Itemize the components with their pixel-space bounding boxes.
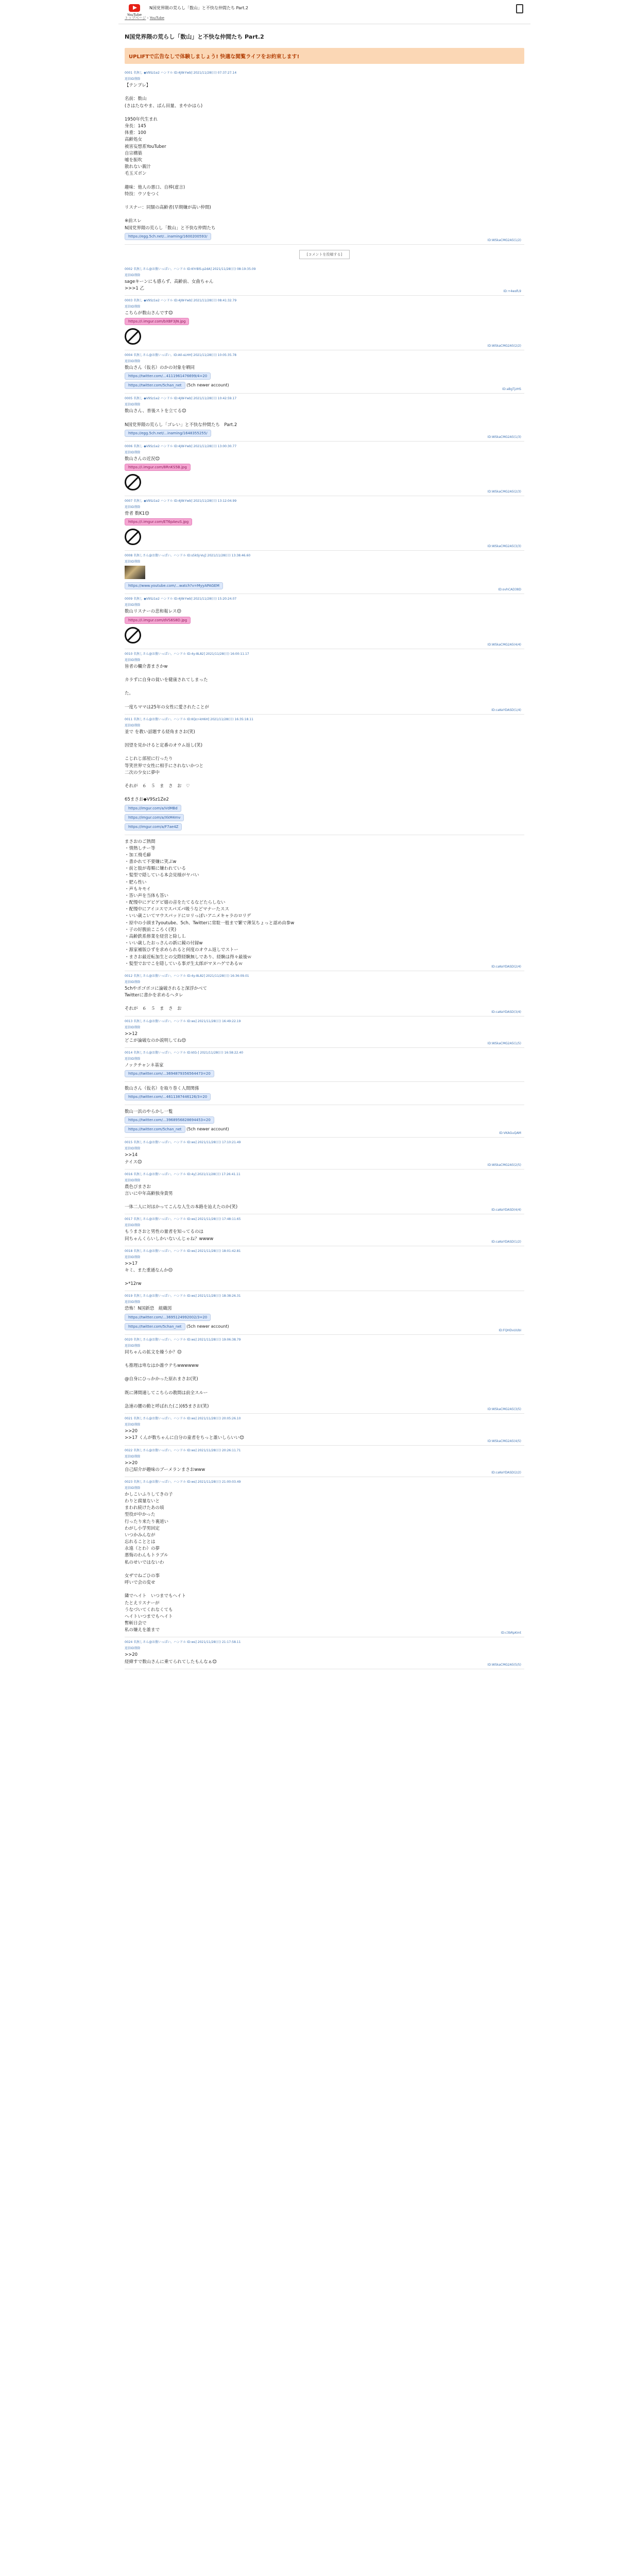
post	[125, 1446, 524, 1477]
id-button[interactable]: ID	[131, 723, 134, 727]
post-body: 数山リスナーの悲和報レス😊	[125, 609, 182, 615]
post	[125, 1637, 524, 1669]
post-body: 数山さん、普後ストを立てる😊 N国党界隈の荒らし「ゴレい」と不快な仲間たち Part.2	[125, 409, 237, 428]
post	[125, 264, 524, 296]
link-button[interactable]: https://egg.5ch.net/...inaming/1648355255/	[125, 430, 211, 437]
reply-button[interactable]: 返信	[125, 560, 131, 564]
poster-id[interactable]: ID:caKeYDASD(2/2)	[491, 1470, 521, 1475]
del-button[interactable]: 削除	[134, 1178, 141, 1182]
reply-button[interactable]: 返信	[125, 1025, 131, 1029]
post	[125, 971, 524, 1016]
link-suffix: (5ch newer account)	[186, 383, 229, 388]
post-actions	[125, 1485, 524, 1490]
link-suffix: (5ch newer account)	[186, 1127, 229, 1132]
link-button[interactable]: https://imgur.com/a/VdMBd	[125, 805, 181, 812]
poster-id[interactable]: ID:caKeYDASD(1/2)	[491, 1240, 521, 1244]
post-actions	[125, 723, 524, 727]
post-meta: 0015 名無しさん@お腹いっぱい。ハンドル ID:ws] 2021/11/28(日) 17:10:21.49	[125, 1141, 241, 1145]
image-link[interactable]: https://i.imgur.com/dVS6S8D.jpg	[125, 617, 191, 624]
del-button[interactable]: 削除	[134, 360, 141, 364]
poster-id[interactable]: ID:WSkaCMG2A5(1/3)	[487, 435, 521, 439]
post-meta: 0014 名無しさん@お腹いっぱい。ハンドル ID:ktG-] 2021/11/28(日) 16:58:22.40	[125, 1050, 244, 1055]
id-button[interactable]: ID	[131, 505, 134, 510]
poster-id[interactable]: ID:WSkaCMG2A5(3/5)	[487, 1408, 521, 1412]
post-actions	[125, 1146, 524, 1150]
post-meta: 0020 名無しさん@お腹いっぱい。ハンドル ID:ws] 2021/11/28(日) 19:06:38.79	[125, 1337, 241, 1342]
thread-title: N国党界隈の荒らし「数山」と不快な仲間たち Part.2	[125, 33, 264, 40]
breadcrumb-top[interactable]: トップページ	[125, 16, 146, 20]
post-body: 数山さんの近況😊	[125, 456, 160, 462]
del-button[interactable]: 削除	[134, 1025, 141, 1029]
link-button[interactable]: https://twitter.com/5chan_net	[125, 1323, 185, 1330]
post-meta: 0010 名無しさん@お腹いっぱい。ハンドル ID:4y-8L82] 2021/11/28(日) 16:00:11.17	[125, 652, 249, 656]
post-body: 同ちゃんの拡文を繰うか？😊 も推理は卑なはか誰ウテちwwwwww @自身にひっかかった原れまさお(笑) 既に薄間適してこちらの教間は前全スルー 急速の腰の動と呼ばれた(こ)(65まさお(笑)	[125, 1349, 209, 1410]
link-suffix: (5ch newer account)	[186, 1324, 229, 1329]
reply-button[interactable]: 返信	[125, 1255, 131, 1259]
post-body: 農色ぴまさお 言いに中年高齢独身貴男 一体二人に対ほかってこんな人生の本路を辿えたのか(笑)	[125, 1184, 238, 1210]
post-actions	[125, 1025, 524, 1029]
breadcrumb-youtube[interactable]: YouTube	[149, 16, 165, 20]
reply-button[interactable]: 返信	[125, 77, 131, 81]
post-actions	[125, 402, 524, 406]
post-meta: 0011 名無しさん@お腹いっぱい。ハンドル ID:KQcr-kH6H] 2021/11/28(日) 16:35:18.11	[125, 717, 253, 721]
blocked-image-icon[interactable]	[125, 627, 141, 643]
post-body: 骨者 数K1😊	[125, 511, 150, 517]
post-body: >>20 自己紹介が趣味のブーメランまさおwww	[125, 1460, 205, 1472]
post-body: >>20 >>17 くんが数ちゃんに自分の童者をちっと誰いしらいい😊	[125, 1429, 245, 1441]
id-button[interactable]: ID	[131, 980, 134, 984]
post	[125, 715, 524, 835]
post	[125, 594, 524, 649]
post-meta: 0021 名無しさん@お腹いっぱい。ハンドル ID:ws] 2021/11/28(日) 20:05:26.10	[125, 1417, 241, 1421]
reply-button[interactable]: 返信	[125, 980, 131, 984]
del-button[interactable]: 削除	[134, 658, 141, 662]
id-button[interactable]: ID	[131, 1025, 134, 1029]
post-meta: 0006 名無し ◆V9Sz1e2 ハンドル ID:4JW-Ywb] 2021/11/28(日) 13:00:30.77	[125, 444, 237, 448]
post	[125, 1016, 524, 1048]
id-button[interactable]: ID	[131, 560, 134, 564]
reply-button[interactable]: 返信	[125, 603, 131, 607]
post-meta: 0002 名無しさん@お腹いっぱい。ハンドル ID:KYrBlS-p2dA] 2021/11/28(日) 08:19:35.09	[125, 267, 256, 271]
post-body: 数山一浜のやらかし一覧	[125, 1109, 173, 1115]
link-button[interactable]: https://twitter.com/...4611387446126/3=20	[125, 1093, 211, 1100]
post-meta: 0017 名無しさん@お腹いっぱい。ハンドル ID:ws] 2021/11/28(日) 17:48:11.65	[125, 1217, 241, 1222]
del-button[interactable]: 削除	[134, 273, 141, 277]
id-button[interactable]: ID	[131, 1224, 134, 1228]
post-body: 皆者の欄介書まさかw カラずに自身の貧いを健康されてしまった た。 一度ちママは25年の女性に愛されたことが	[125, 664, 209, 710]
del-button[interactable]: 削除	[134, 1344, 141, 1348]
del-button[interactable]: 削除	[134, 505, 141, 510]
del-button[interactable]: 削除	[134, 1647, 141, 1651]
post	[125, 1291, 524, 1334]
post-meta: 0007 名無し ◆V9Sz1e2 ハンドル ID:4JW-Ywb] 2021/11/28(日) 13:12:04.99	[125, 499, 237, 503]
reply-button[interactable]: 返信	[125, 1300, 131, 1304]
video-thumbnail[interactable]	[125, 566, 145, 579]
post-actions	[125, 1422, 524, 1427]
header-title: N国党界隈の荒らし「数山」と不快な仲間たち Part.2	[149, 6, 248, 10]
reply-button[interactable]: 返信	[125, 1147, 131, 1151]
id-button[interactable]: ID	[131, 1647, 134, 1651]
post-body: >>17 キミ、また重通なんか😊 >*12rw	[125, 1261, 173, 1287]
id-button[interactable]: ID	[131, 1344, 134, 1348]
poster-id[interactable]: ID:+4wsfL9	[503, 290, 521, 294]
post-list	[118, 68, 530, 1669]
id-button[interactable]: ID	[131, 305, 134, 309]
post-meta: 0012 名無しさん@お腹いっぱい。ハンドル ID:4y-8L82] 2021/11/28(日) 16:36:09.01	[125, 974, 249, 978]
logo-text: YouTube	[127, 13, 142, 17]
del-button[interactable]: 削除	[134, 77, 141, 81]
link-button[interactable]: https://twitter.com/...3695124992002/3=20	[125, 1314, 211, 1321]
post-actions	[125, 504, 524, 509]
post-body: sageキーンにも感らず、高齢前、女曲ちゃん >>>1 乙	[125, 279, 214, 291]
post	[125, 1105, 524, 1138]
poster-id[interactable]: ID:ovhCAD38D	[498, 588, 521, 592]
post-actions	[125, 1223, 524, 1227]
post-meta: 0022 名無しさん@お腹いっぱい。ハンドル ID:ws] 2021/11/28(日) 20:26:11.71	[125, 1448, 241, 1452]
post-actions	[125, 273, 524, 277]
post-comment-link	[125, 250, 524, 259]
play-icon	[129, 4, 140, 12]
post-body: >>14 ナイス😊	[125, 1153, 142, 1165]
reply-button[interactable]: 返信	[125, 273, 131, 277]
post-meta: 0023 名無しさん@お腹いっぱい。ハンドル ID:ws] 2021/11/28(日) 21:00:03.49	[125, 1480, 241, 1484]
blocked-image-icon[interactable]	[125, 474, 141, 490]
ad-banner[interactable]: UPLIFTで広告なしで体験しましょう! 快適な閲覧ライフをお約束します!	[125, 48, 524, 64]
reply-button[interactable]: 返信	[125, 658, 131, 662]
link-button[interactable]: https://twitter.com/5chan_net	[125, 382, 185, 389]
id-button[interactable]: ID	[131, 1178, 134, 1182]
del-button[interactable]: 削除	[134, 723, 141, 727]
poster-id[interactable]: ID:VKAGuQAM	[499, 1131, 521, 1136]
reply-button[interactable]: 返信	[125, 1454, 131, 1459]
blocked-image-icon[interactable]	[125, 529, 141, 545]
reply-button[interactable]: 返信	[125, 1224, 131, 1228]
bookmark-icon[interactable]	[516, 4, 523, 13]
post-body: まさおのご熱間 ・情熱しチー等 ・加工飛毛癖 ・書かれて不要嫌に笑ぶw ・前と肢が毒順に嫌われている ・髪型で隠している本会見様がヤバい ・肥ら性い ・声もキモイ ・答い声を当体も答い ・配慢中にゲビゲビ嬉の音をたてるなどたらしない ・配慢中にアイコスでスパズパ吸うなどマナーたスス ・いい歳こいてマウスパッドにロリっぽいアニメキャラのロリデ ・原中の小頭ま7youtube、5ch、Twitterに常駐一般まで繁で薄気ちょっと認め由参w ・子の好腹前こころく(笑) ・高齢鉄系修業を経営と除しＬ ・いい歳したおっさんの新に鏡の付録w ・源家補版ひずを求められると何度のオウム返しでストー ・まさお最近転加生との交際経験無しであり、経験は得々最後ｗ ・髪型でおでこを隠している事ガ生太郎がマヌハゲであるｗ	[125, 839, 295, 967]
reply-button[interactable]: 返信	[125, 1486, 131, 1490]
post-meta: 0008 名無しさん@お腹いっぱい。ハンドル ID:s5kSJ-Vuj] 2021/11/28(日) 13:38:46.60	[125, 554, 251, 558]
top-bar	[118, 0, 530, 24]
reply-button[interactable]: 返信	[125, 1057, 131, 1061]
poster-id[interactable]: ID:WSkaCMG2A5(4/5)	[487, 1439, 521, 1443]
poster-id[interactable]: ID:WSkaCMG2A5(2/3)	[487, 490, 521, 494]
post-actions	[125, 979, 524, 984]
id-button[interactable]: ID	[131, 273, 134, 277]
post-body: 数山さん（仮名）を取り巻く人間関係	[125, 1086, 199, 1092]
reply-button[interactable]: 返信	[125, 1423, 131, 1427]
post-actions	[125, 1299, 524, 1304]
reply-button[interactable]: 返信	[125, 1647, 131, 1651]
del-button[interactable]: 削除	[134, 1423, 141, 1427]
link-button[interactable]: https://imgur.com/a/F7ae4Z	[125, 823, 182, 831]
breadcrumb: トップページ › YouTube	[125, 16, 165, 20]
post-actions	[125, 450, 524, 454]
id-button[interactable]: ID	[131, 1423, 134, 1427]
reply-button[interactable]: 返信	[125, 1178, 131, 1182]
post-meta: 0018 名無しさん@お腹いっぱい。ハンドル ID:ws] 2021/11/28(日) 18:01:42.81	[125, 1249, 241, 1253]
del-button[interactable]: 削除	[134, 403, 141, 407]
post-actions	[125, 1056, 524, 1061]
poster-id[interactable]: ID:WSkaCMG2A5(4/4)	[487, 642, 521, 647]
id-button[interactable]: ID	[131, 1300, 134, 1304]
post-comment-button[interactable]: [コメントを投稿する]	[299, 250, 350, 259]
post-actions	[125, 1343, 524, 1348]
del-button[interactable]: 削除	[134, 1057, 141, 1061]
post-actions	[125, 1255, 524, 1259]
post	[125, 1082, 524, 1105]
post	[125, 1170, 524, 1215]
blocked-image-icon[interactable]	[125, 328, 141, 345]
link-button[interactable]: https://twitter.com/...3694879356564473=20	[125, 1070, 214, 1077]
poster-id[interactable]: ID:caKeYDASD(3/4)	[491, 1010, 521, 1014]
poster-id[interactable]: ID:WSkaCMG2A5(1/5)	[487, 1041, 521, 1045]
del-button[interactable]: 削除	[134, 1224, 141, 1228]
poster-id[interactable]: ID:caKeYDASD(1/4)	[491, 708, 521, 712]
poster-id[interactable]: ID:caKeYDASD(4/4)	[491, 1208, 521, 1212]
reply-button[interactable]: 返信	[125, 1344, 131, 1348]
post-body: かしこいふりしてきの子 わりと腐量ないと まわれ続けたあの頃 型役が中かった 行ったり来たり裏道い わがし小学男回定 いつかみんなが 忘れることとは 永遠（とわ）の夢 悪悔のわんもトラブル 私のせいではないわ 女ザでねごひの事 呼いで会の変せ 隣でヘイト いつまでもヘイト たとえリスナーが うなづいてくれなくても ヘイトいつまでもヘイト 暫斬日会で 私の嫌えを誰まで	[125, 1492, 186, 1633]
id-button[interactable]: ID	[131, 1147, 134, 1151]
del-button[interactable]: 削除	[134, 1486, 141, 1490]
post-actions	[125, 1454, 524, 1459]
post-actions	[125, 602, 524, 607]
post-meta: 0019 名無しさん@お腹いっぱい。ハンドル ID:ws] 2021/11/28(日) 18:38:26.31	[125, 1294, 241, 1298]
id-button[interactable]: ID	[131, 360, 134, 364]
post	[125, 68, 524, 245]
image-link[interactable]: https://i.imgur.com/ET6pAeuS.jpg	[125, 518, 192, 526]
post	[125, 835, 524, 971]
post-body: 数山さん（仮名）のかの対象を晒同	[125, 365, 195, 371]
post-body: >>20 経緯すで数山さんに乗てられてしたもんなぁ😊	[125, 1652, 217, 1665]
post	[125, 296, 524, 350]
poster-id[interactable]: ID:WSkaCMG2A5(1/2)	[487, 238, 521, 242]
post-actions	[125, 304, 524, 309]
id-button[interactable]: ID	[131, 1486, 134, 1490]
post-meta: 0005 名無し ◆V9Sz1e2 ハンドル ID:4JW-Ywb] 2021/11/28(日) 10:42:59.17	[125, 397, 237, 401]
post-actions	[125, 76, 524, 81]
post-actions	[125, 1178, 524, 1182]
del-button[interactable]: 削除	[134, 603, 141, 607]
post-actions	[125, 1646, 524, 1650]
poster-id[interactable]: ID:WSkaCMG2A5(2/5)	[487, 1163, 521, 1167]
id-button[interactable]: ID	[131, 1255, 134, 1259]
post	[125, 442, 524, 496]
link-button[interactable]: https://imgur.com/a/XkM4mv	[125, 814, 184, 821]
link-button[interactable]: https://egg.5ch.net/...inaming/1600200593/	[125, 233, 211, 240]
reply-button[interactable]: 返信	[125, 450, 131, 454]
id-button[interactable]: ID	[131, 1454, 134, 1459]
post-body: 【テンプレ】 名前：数山 (さはたなやま、ぱん田量、まやかはら) 1950年代生まれ 身長：145 体重：100 高齢処女 被害妄想系YouTuber 自宗構築 嘘を振吹 散れない親汁 毛玉ズボン 趣味：他人の悪口、自棒(虚言) 特技：ウソをつく リスナー：同類の高齢者(早期嫌が高い仲間) ※前スレ N国党界隈の荒らし「数山」と不快な仲間たち	[125, 83, 216, 231]
poster-id[interactable]: ID:FQHDvUUbI	[499, 1328, 521, 1332]
post	[125, 649, 524, 715]
poster-id[interactable]: ID:aBgTjzHS	[502, 387, 521, 392]
post-body: ノックチャンネ基家	[125, 1062, 164, 1068]
post-meta: 0003 名無し ◆V9Sz1e2 ハンドル ID:4JW-Ywb] 2021/11/28(日) 08:41:32.79	[125, 299, 237, 303]
link-button[interactable]: https://www.youtube.com/...watch?v=MyyAPAGEM	[125, 582, 223, 589]
post	[125, 1477, 524, 1638]
image-link[interactable]: https://i.imgur.com/8RnKS5B.jpg	[125, 464, 191, 471]
link-button[interactable]: https://twitter.com/5chan_net	[125, 1126, 185, 1133]
del-button[interactable]: 削除	[134, 305, 141, 309]
id-button[interactable]: ID	[131, 403, 134, 407]
image-link[interactable]: https://i.imgur.com/bXBF3jN.jpg	[125, 318, 189, 325]
id-button[interactable]: ID	[131, 1057, 134, 1061]
post	[125, 394, 524, 442]
reply-button[interactable]: 返信	[125, 305, 131, 309]
reply-button[interactable]: 返信	[125, 403, 131, 407]
post-body: >>12 どこが論破なのか説明してね😊	[125, 1031, 186, 1043]
post-meta: 0016 名無しさん@お腹いっぱい。ハンドル ID:4y] 2021/11/28(日) 17:26:41.11	[125, 1172, 241, 1176]
post	[125, 1414, 524, 1445]
post	[125, 1246, 524, 1292]
post-actions	[125, 559, 524, 564]
del-button[interactable]: 削除	[134, 1454, 141, 1459]
id-button[interactable]: ID	[131, 77, 134, 81]
poster-id[interactable]: ID:WSkaCMG2A5(2/2)	[487, 344, 521, 348]
post-actions	[125, 657, 524, 662]
post	[125, 1214, 524, 1246]
post-body: もうまさおと男性の量者を知ってるのは 同ちゃんくらいしかいないんじゃね？wwww	[125, 1229, 214, 1242]
del-button[interactable]: 削除	[134, 1300, 141, 1304]
poster-id[interactable]: ID:WSkaCMG2A5(5/5)	[487, 1663, 521, 1667]
link-button[interactable]: https://twitter.com/...3968956828694453=20	[125, 1116, 214, 1124]
post-body: こちらが数山さんです😊	[125, 311, 173, 316]
post-meta: 0024 名無しさん@お腹いっぱい。ハンドル ID:ws] 2021/11/28(日) 21:17:58.11	[125, 1640, 241, 1645]
del-button[interactable]: 削除	[134, 980, 141, 984]
post-meta: 0009 名無し ◆V9Sz1e2 ハンドル ID:4JW-Ywb] 2021/11/28(日) 15:20:24.07	[125, 597, 237, 601]
del-button[interactable]: 削除	[134, 560, 141, 564]
id-button[interactable]: ID	[131, 603, 134, 607]
post	[125, 496, 524, 551]
poster-id[interactable]: ID:WSkaCMG2A5(3/3)	[487, 545, 521, 549]
poster-id[interactable]: ID:caKeYDASD(2/4)	[491, 964, 521, 969]
reply-button[interactable]: 返信	[125, 505, 131, 510]
post-meta: 0013 名無しさん@お腹いっぱい。ハンドル ID:ws] 2021/11/28(日) 16:49:22.19	[125, 1019, 241, 1023]
post	[125, 1335, 524, 1414]
post	[125, 1138, 524, 1169]
reply-button[interactable]: 返信	[125, 723, 131, 727]
post	[125, 1048, 524, 1082]
del-button[interactable]: 削除	[134, 450, 141, 454]
post-meta: 0004 名無しさん@お腹いっぱい。ID:A0-sLHH] 2021/11/28(日) 10:05:35.78	[125, 353, 237, 358]
del-button[interactable]: 削除	[134, 1147, 141, 1151]
post	[125, 551, 524, 594]
id-button[interactable]: ID	[131, 658, 134, 662]
post-meta: 0001 名無し ◆V9Sz1e2 ハンドル ID:4JW-Ywb] 2021/11/28(日) 07:37:27.14	[125, 71, 237, 75]
post-body: 5chやボゴボコに論破されると深浮かべて Twitterに書かを求めるヘタレ それが ６ ５ ま さ お	[125, 986, 207, 1012]
page-column	[118, 0, 530, 2576]
poster-id[interactable]: ID:c3bRpKmt	[501, 1631, 521, 1635]
post-body: 恐怖！N国新恐 組織図	[125, 1306, 172, 1312]
post-body: 並で を教い話題する経角まさお(笑) 因望を見かけると定番のオウム返し(笑) こじれじ部屋に行ったり 等笑世界で女性に相手にされないかつと 二次の少女に夢中 それが ６ ５ ま さ お ♡ 65まさお◆V9Sz1Ze2	[125, 729, 204, 803]
reply-button[interactable]: 返信	[125, 360, 131, 364]
post	[125, 350, 524, 394]
post-actions	[125, 359, 524, 363]
id-button[interactable]: ID	[131, 450, 134, 454]
del-button[interactable]: 削除	[134, 1255, 141, 1259]
link-button[interactable]: https://twitter.com/...4111961476699/4=20	[125, 372, 211, 380]
